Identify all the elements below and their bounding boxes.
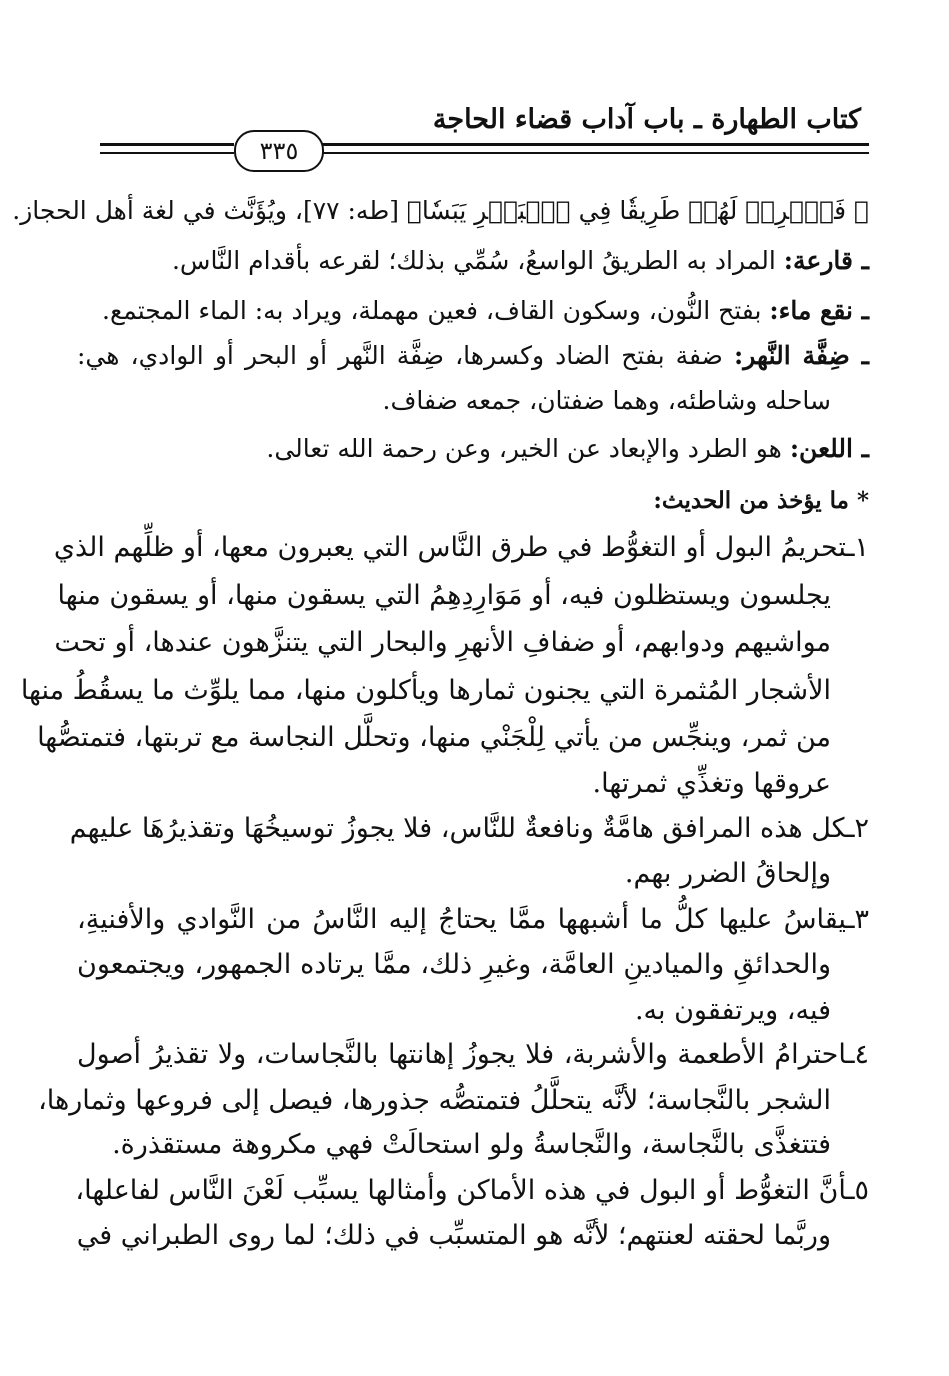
header-rule-left <box>100 143 234 146</box>
point-3-line-3: فيه، ويرتفقون به. <box>634 995 831 1026</box>
point-number: ١ـ <box>846 532 869 563</box>
glossary-term: ـ قارعة: <box>783 246 869 275</box>
page-number: ٣٣٥ <box>234 130 324 172</box>
point-number: ٢ـ <box>846 813 869 844</box>
point-1-line-4: الأشجار المُثمرة التي يجنون ثمارها ويأكلون منها، مما يلوِّث ما يسقُطُ منها <box>20 675 831 706</box>
point-5-line-1 <box>77 1175 869 1206</box>
point-text: احترامُ الأطعمة والأشربة، فلا يجوزُ إهانتها بالنَّجاسات، ولا تقذيرُ أصول <box>77 1039 847 1070</box>
glossary-definition: بفتح النُّون، وسكون القاف، فعين مهملة، ويراد به: الماء المجتمع. <box>102 296 762 325</box>
point-3-line-1 <box>77 904 869 935</box>
glossary-entry-diffah <box>77 341 869 370</box>
glossary-entry-laan <box>77 434 869 463</box>
running-head: كتاب الطهارة ـ باب آداب قضاء الحاجة <box>432 104 861 135</box>
glossary-term: ـ اللعن: <box>789 434 869 463</box>
glossary-line-quran: ﴿ فَٱضۡرِبۡ لَهُمۡ طَرِيقٗا فِي ٱلۡبَحۡرِ يَبَسٗا﴾ [طه: ٧٧]، ويُؤَنَّث في لغة أهل الحجاز. <box>12 196 869 225</box>
header-rule-right-thin <box>320 152 869 154</box>
point-text: أنَّ التغوُّط أو البول في هذه الأماكن وأمثالها يسبِّب لَعْنَ النَّاس لفاعلها، <box>75 1175 847 1206</box>
point-4-line-3: فتتغذَّى بالنَّجاسة، والنَّجاسةُ ولو استحالَتْ فهي مكروهة مستقذرة. <box>112 1129 831 1160</box>
point-4-line-2: الشجر بالنَّجاسة؛ لأنَّه يتحلَّلُ فتمتصُّه جذورها، فيصل إلى فروعها وثمارها، <box>38 1085 831 1116</box>
point-text: كل هذه المرافق هامَّةٌ ونافعةٌ للنَّاس، فلا يجوزُ توسيخُهَا وتقذيرُهَا عليهم <box>69 813 847 844</box>
glossary-definition: ضفة بفتح الضاد وكسرها، ضِفَّة النَّهر أو البحر أو الوادي، هي: <box>77 341 723 370</box>
point-2-line-2: وإلحاقُ الضرر بهم. <box>624 858 831 889</box>
glossary-definition: هو الطرد والإبعاد عن الخير، وعن رحمة الله تعالى. <box>266 434 782 463</box>
section-heading: * ما يؤخذ من الحديث: <box>653 487 869 514</box>
glossary-continuation: ساحله وشاطئه، وهما ضفتان، جمعه ضفاف. <box>382 386 831 415</box>
point-1-line-5: من ثمر، وينجِّس من يأتي لِلْجَنْي منها، وتحلَّل النجاسة مع تربتها، فتمتصُّها <box>37 722 831 753</box>
glossary-term: ـ ضِفَّة النَّهر: <box>734 341 869 370</box>
point-1-line-6: عروقها وتغذِّي ثمرتها. <box>592 768 831 799</box>
point-4-line-1 <box>77 1039 869 1070</box>
glossary-term: ـ نقع ماء: <box>769 296 869 325</box>
point-1-line-2: يجلسون ويستظلون فيه، أو مَوَارِدِهِمُ التي يسقون منها، أو يسقون منها <box>57 580 831 611</box>
point-3-line-2: والحدائقِ والميادينِ العامَّة، وغيرِ ذلك، ممَّا يرتاده الجمهور، ويجتمعون <box>77 949 831 980</box>
header-rule-left-thin <box>100 152 234 154</box>
point-number: ٣ـ <box>846 904 869 935</box>
point-number: ٥ـ <box>846 1175 869 1206</box>
point-text: يقاسُ عليها كلُّ ما أشبهها ممَّا يحتاجُ إليه النَّاسُ من النَّوادي والأفنيةِ، <box>77 904 847 935</box>
point-1-line-3: مواشيهم ودوابهم، أو ضفافِ الأنهرِ والبحار التي يتنزَّهون عندها، أو تحت <box>54 627 831 658</box>
header-rule-right <box>320 143 869 146</box>
glossary-definition: المراد به الطريقُ الواسعُ، سُمِّي بذلك؛ لقرعه بأقدام النَّاس. <box>171 246 776 275</box>
point-text: تحريمُ البول أو التغوُّط في طرق النَّاس التي يعبرون معها، أو ظلِّهم الذي <box>53 532 847 563</box>
point-2-line-1 <box>69 813 869 844</box>
point-5-line-2: وربَّما لحقته لعنتهم؛ لأنَّه هو المتسبِّب في ذلك؛ لما روى الطبراني في <box>76 1220 831 1251</box>
glossary-entry-naqa <box>77 296 869 325</box>
point-number: ٤ـ <box>846 1039 869 1070</box>
point-1-line-1 <box>53 532 869 563</box>
glossary-entry-qariah <box>77 246 869 275</box>
